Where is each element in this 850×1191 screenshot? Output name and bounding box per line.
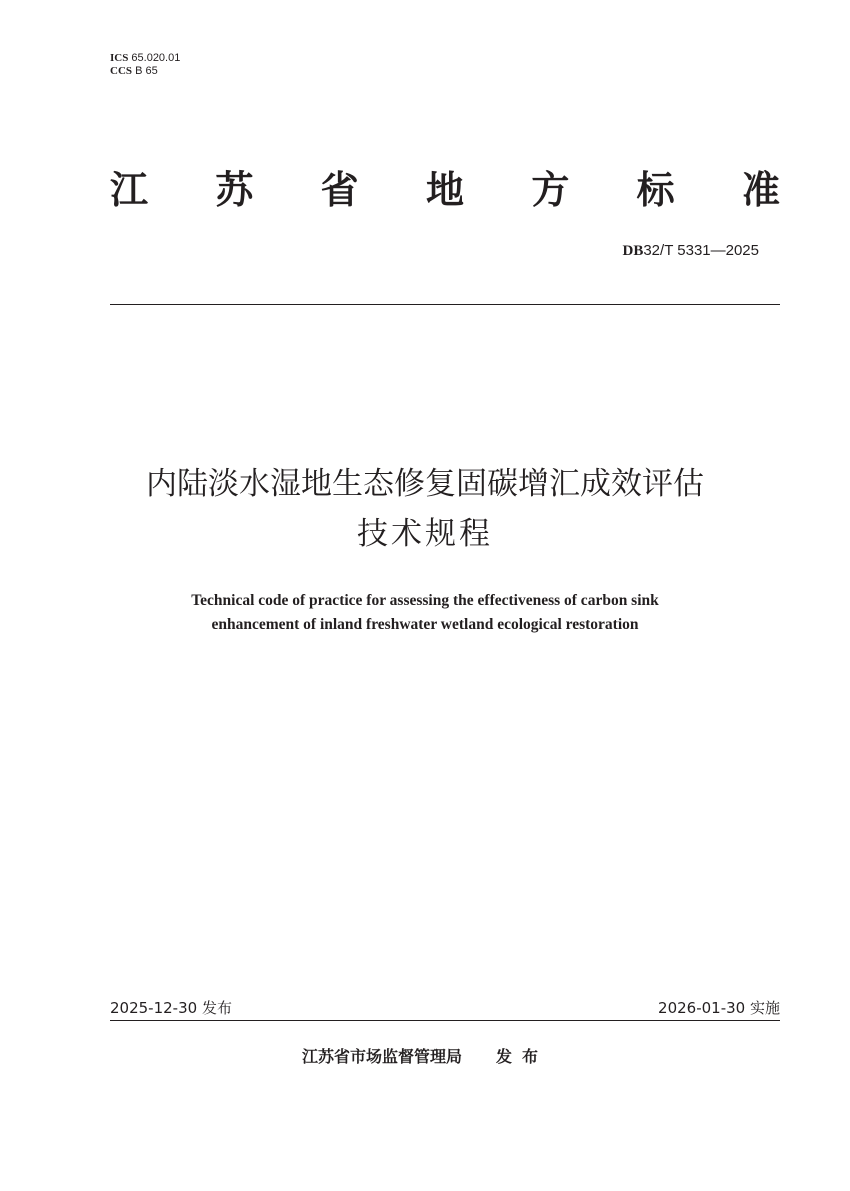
standard-type-char: 省 — [320, 168, 359, 212]
standard-type-char: 准 — [741, 168, 780, 212]
standard-number-prefix: DB — [622, 243, 644, 259]
standard-type-char: 苏 — [215, 168, 254, 212]
standard-number-rest: 32/T 5331—2025 — [643, 242, 759, 259]
ics-label: ICS — [110, 52, 129, 64]
top-divider — [110, 304, 780, 305]
document-title-cn-line2: 技术规程 — [357, 516, 493, 552]
issuer-line — [0, 1046, 850, 1068]
ccs-value: B 65 — [135, 65, 158, 77]
standard-type-char: 地 — [425, 168, 464, 212]
implement-date: 2026-01-30 实施 — [658, 999, 780, 1017]
standard-type-char: 标 — [636, 168, 675, 212]
publish-date: 2025-12-30 发布 — [110, 999, 232, 1017]
ccs-code — [110, 65, 180, 78]
standard-type-char: 方 — [531, 168, 570, 212]
issuer-action: 发布 — [496, 1047, 549, 1066]
ccs-label: CCS — [110, 65, 133, 77]
document-title-en-line2: enhancement of inland freshwater wetland ecological restoration — [211, 616, 639, 633]
standard-type-char: 江 — [110, 168, 149, 212]
ics-code — [110, 52, 180, 65]
document-title-cn-line1: 内陆淡水湿地生态修复固碳增汇成效评估 — [146, 466, 704, 502]
standard-number — [623, 242, 760, 260]
standard-type-title — [110, 168, 780, 212]
classification-codes — [110, 52, 180, 78]
issuer-name: 江苏省市场监督管理局 — [301, 1047, 462, 1066]
bottom-divider — [110, 1020, 780, 1021]
ics-value: 65.020.01 — [131, 52, 181, 64]
document-title-en-line1: Technical code of practice for assessing the effectiveness of carbon sink — [191, 592, 659, 609]
